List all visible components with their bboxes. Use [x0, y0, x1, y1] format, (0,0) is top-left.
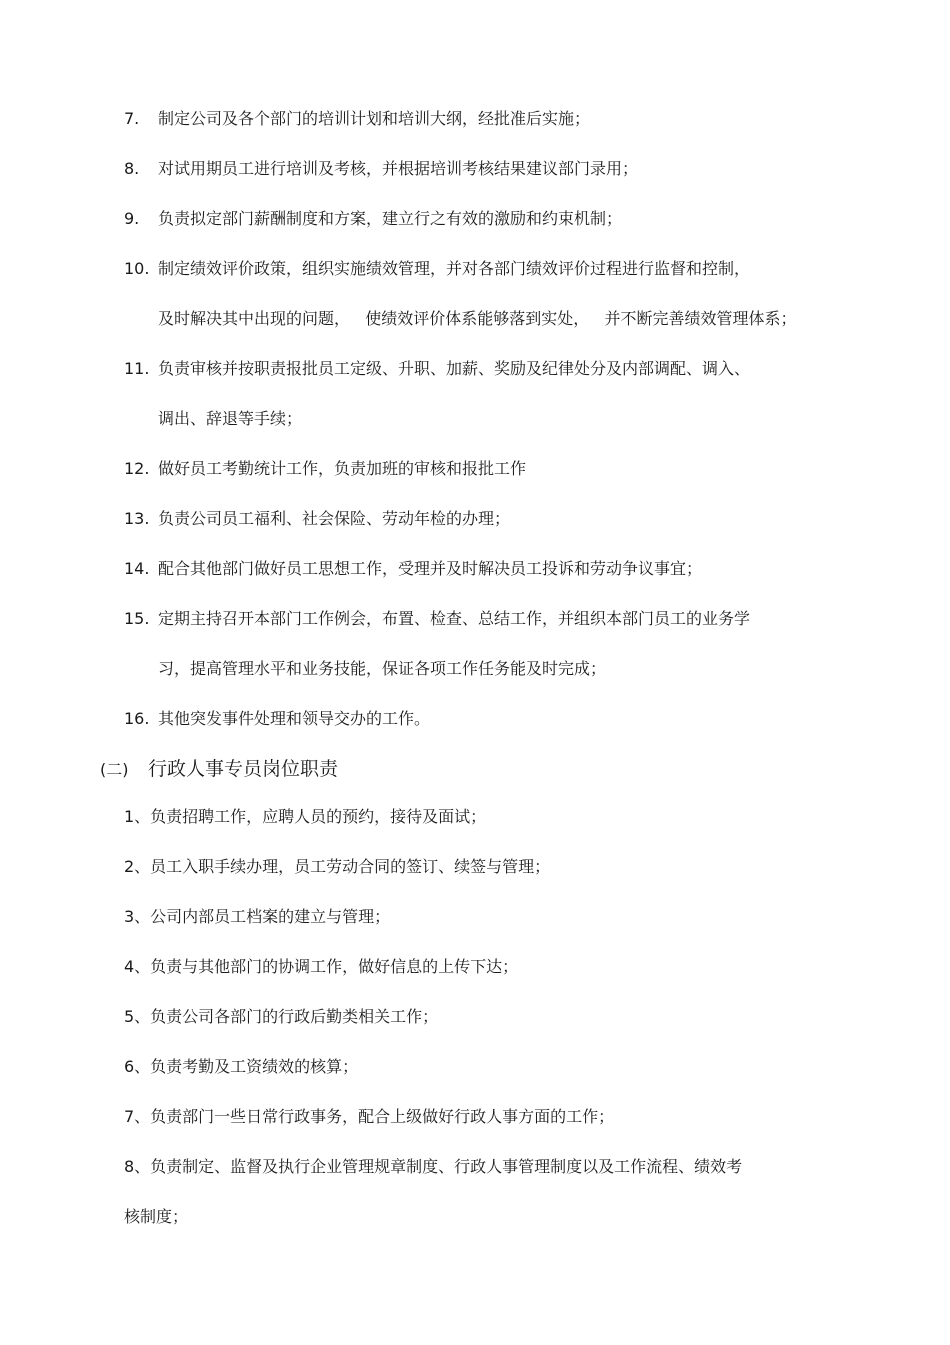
item-number: 16.: [124, 709, 150, 728]
list-item: 3、公司内部员工档案的建立与管理；: [124, 907, 391, 926]
item-text: 对试用期员工进行培训及考核，并根据培训考核结果建议部门录用；: [158, 159, 639, 178]
list-item: [124, 458, 526, 480]
list-item: 4、负责与其他部门的协调工作，做好信息的上传下达；: [124, 957, 519, 976]
list-item: [124, 158, 638, 180]
list-item: 6、负责考勤及工资绩效的核算；: [124, 1057, 359, 1076]
list-item: [124, 258, 750, 280]
list-item: 7、负责部门一些日常行政事务，配合上级做好行政人事方面的工作；: [124, 1107, 615, 1126]
list-item-continuation: 调出、辞退等手续；: [158, 409, 303, 428]
item-number: 9.: [124, 209, 140, 228]
item-text: 其他突发事件处理和领导交办的工作。: [158, 709, 431, 728]
list-item: 5、负责公司各部门的行政后勤类相关工作；: [124, 1007, 439, 1026]
section-heading: [100, 756, 338, 783]
item-text: 制定绩效评价政策，组织实施绩效管理，并对各部门绩效评价过程进行监督和控制，: [158, 259, 751, 278]
item-number: 15.: [124, 609, 150, 628]
item-text: 负责审核并按职责报批员工定级、升职、加薪、奖励及纪律处分及内部调配、调入、: [158, 359, 751, 378]
item-number: 8.: [124, 159, 140, 178]
item-text: 配合其他部门做好员工思想工作，受理并及时解决员工投诉和劳动争议事宜；: [158, 559, 703, 578]
list-item: 1、负责招聘工作，应聘人员的预约，接待及面试；: [124, 807, 487, 826]
item-number: 10.: [124, 259, 150, 278]
item-number: 7.: [124, 109, 140, 128]
item-text: 制定公司及各个部门的培训计划和培训大纲，经批准后实施；: [158, 109, 591, 128]
list-item: 2、员工入职手续办理，员工劳动合同的签订、续签与管理；: [124, 857, 551, 876]
item-number: 13.: [124, 509, 150, 528]
section-marker: (二): [100, 760, 129, 779]
list-item-continuation: 及时解决其中出现的问题， 使绩效评价体系能够落到实处， 并不断完善绩效管理体系；: [158, 309, 797, 328]
list-item-continuation: 习，提高管理水平和业务技能，保证各项工作任务能及时完成；: [158, 659, 607, 678]
list-item: [124, 608, 750, 630]
list-item: [124, 708, 430, 730]
list-item: [124, 108, 590, 130]
item-text: 做好员工考勤统计工作，负责加班的审核和报批工作: [158, 459, 527, 478]
list-item: [124, 558, 702, 580]
section-title: 行政人事专员岗位职责: [148, 758, 339, 780]
list-item-continuation: 核制度；: [124, 1207, 189, 1226]
list-item: [124, 208, 622, 230]
item-number: 12.: [124, 459, 150, 478]
item-text: 负责拟定部门薪酬制度和方案，建立行之有效的激励和约束机制；: [158, 209, 623, 228]
item-number: 11.: [124, 359, 150, 378]
item-text: 定期主持召开本部门工作例会，布置、检查、总结工作，并组织本部门员工的业务学: [158, 609, 751, 628]
item-number: 14.: [124, 559, 150, 578]
list-item: [124, 508, 510, 530]
list-item: [124, 358, 750, 380]
list-item: 8、负责制定、监督及执行企业管理规章制度、行政人事管理制度以及工作流程、绩效考: [124, 1157, 743, 1176]
item-text: 负责公司员工福利、社会保险、劳动年检的办理；: [158, 509, 511, 528]
